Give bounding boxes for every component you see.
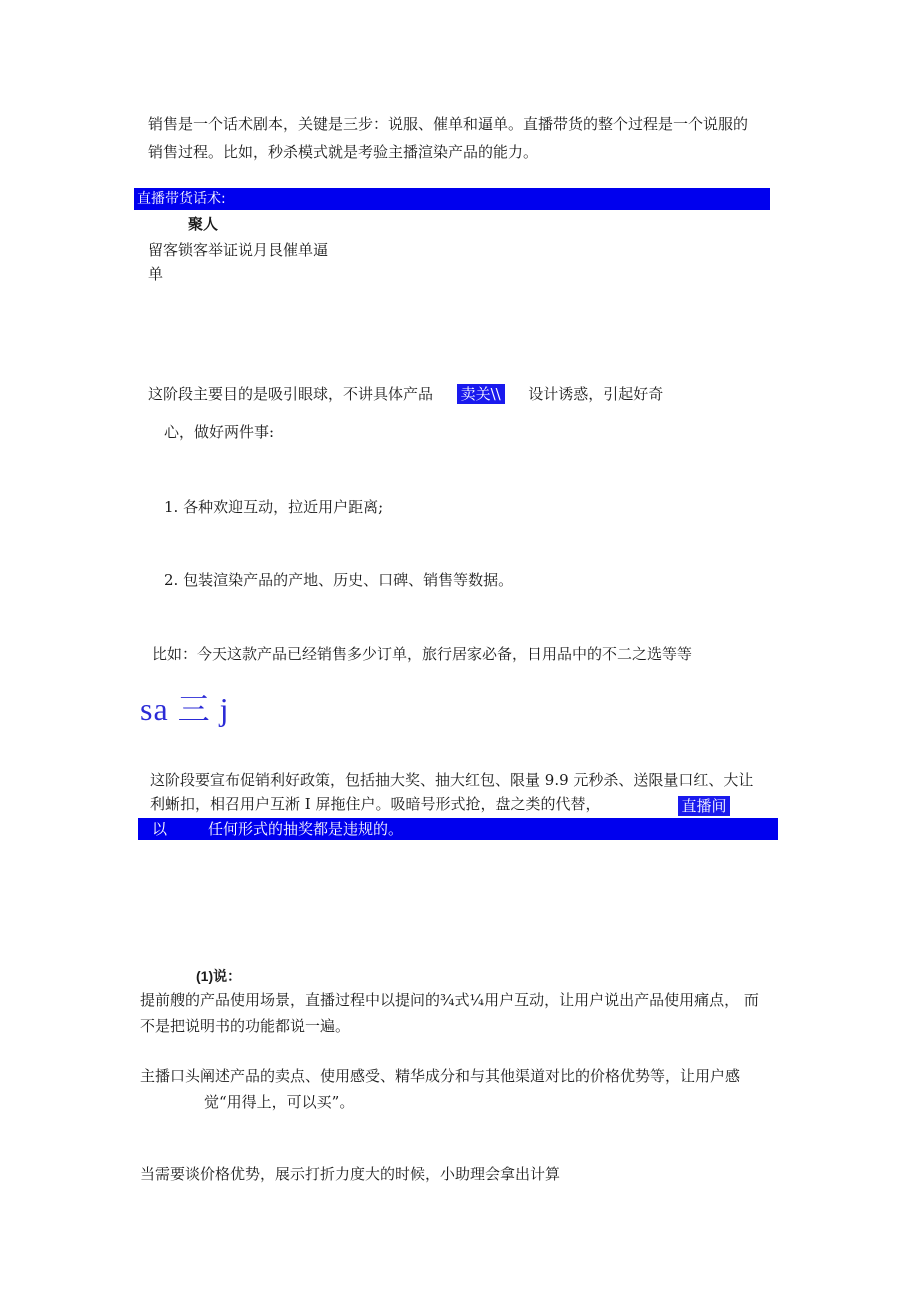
shuo-p3: 当需要谈价格优势，展示打折力度大的时候，小助理会拿出计算 — [140, 1165, 561, 1183]
intro-line-1: 销售是一个话术剧本，关键是三步：说服、催单和逼单。直播带货的整个过程是一个说服的 — [148, 115, 749, 133]
shuo-p2-line-2: 觉“用得上，可以买”。 — [204, 1093, 355, 1111]
stage1-line-1 — [148, 380, 663, 408]
stage2-highlight: 直播间 — [678, 796, 730, 816]
stage1-item-1: 1. 各种欢迎互动，拉近用户距离; — [164, 498, 384, 516]
stage1-highlight: 卖关\\ — [457, 384, 505, 404]
section-header-label: 直播带货话术: — [137, 191, 226, 207]
outline-line-1: 留客锁客举证说月艮催单逼 — [148, 241, 329, 259]
outline-line-2: 单 — [148, 265, 164, 283]
stage2-bar-right: 任何形式的抽奖都是违规的。 — [208, 820, 404, 838]
section-header-bar — [134, 188, 770, 210]
shuo-p2-line-1: 主播口头阐述产品的卖点、使用感受、精华成分和与其他渠道对比的价格优势等，让用户感 — [140, 1067, 741, 1085]
stage2-line-2: 利蜥扣，相召用户互淅 I 屏拖住户。吸暗号形式抢，盘之类的代替， — [150, 795, 601, 813]
outline-title: 聚人 — [188, 216, 219, 233]
stage1-example: 比如：今天这款产品已经销售多少订单，旅行居家必备，日用品中的不二之选等等 — [152, 645, 693, 663]
shuo-p1-line-2: 不是把说明书的功能都说一遍。 — [140, 1017, 351, 1035]
stage2-bar-left: 以 — [152, 820, 168, 838]
section-shuo-title: (1)说： — [196, 968, 242, 984]
stage1-text-before: 这阶段主要目的是吸引眼球，不讲具体产品 — [148, 385, 434, 403]
intro-line-2: 销售过程。比如，秒杀模式就是考验主播渲染产品的能力。 — [148, 143, 539, 161]
stage2-line-1: 这阶段要宣布促销利好政策，包括抽大奖、抽大红包、限量 9.9 元秒杀、送限量口红、大让 — [150, 771, 754, 789]
stage2-bar — [138, 818, 778, 840]
big-heading: sa 三 j — [140, 691, 230, 727]
stage1-text-after: 设计诱惑，引起好奇 — [528, 385, 664, 403]
shuo-p1-line-1: 提前艘的产品使用场景，直播过程中以提问的¾式¼用户互动，让用户说出产品使用痛点， 而 — [140, 991, 759, 1009]
stage1-line-2: 心，做好两件事: — [164, 423, 275, 441]
stage1-item-2: 2. 包装渲染产品的产地、历史、口碑、销售等数据。 — [164, 571, 514, 589]
